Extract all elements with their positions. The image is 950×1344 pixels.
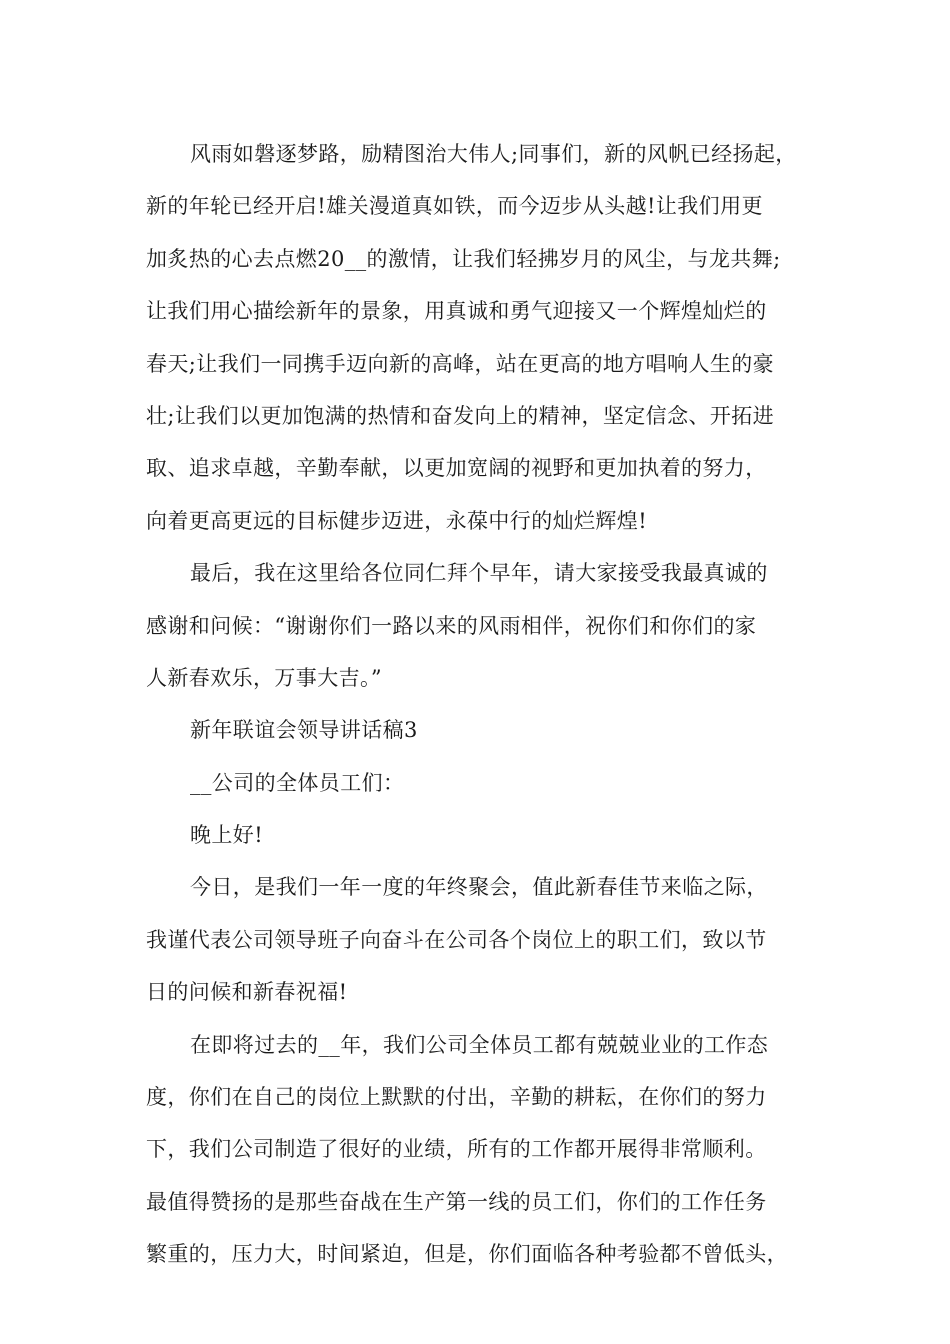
text-line: 加炙热的心去点燃20__的激情，让我们轻拂岁月的风尘，与龙共舞; xyxy=(146,246,781,271)
text-line: 我谨代表公司领导班子向奋斗在公司各个岗位上的职工们，致以节 xyxy=(146,927,767,952)
text-line: 向着更高更远的目标健步迈进，永葆中行的灿烂辉煌! xyxy=(146,508,648,533)
text-line: 最后，我在这里给各位同仁拜个早年，请大家接受我最真诚的 xyxy=(190,561,768,586)
text-line: 壮;让我们以更加饱满的热情和奋发向上的精神，坚定信念、开拓进 xyxy=(146,403,775,428)
text-line: 感谢和问候：“谢谢你们一路以来的风雨相伴，祝你们和你们的家 xyxy=(146,613,757,638)
document-body xyxy=(146,128,826,1281)
text-line: 人新春欢乐，万事大吉。” xyxy=(146,665,383,690)
text-line: 最值得赞扬的是那些奋战在生产第一线的员工们，你们的工作任务 xyxy=(146,1189,767,1214)
text-line: __公司的全体员工们： xyxy=(190,770,405,795)
text-line: 下，我们公司制造了很好的业绩，所有的工作都开展得非常顺利。 xyxy=(146,1137,767,1162)
text-line: 晚上好! xyxy=(190,823,264,848)
text-line: 度，你们在自己的岗位上默默的付出，辛勤的耕耘，在你们的努力 xyxy=(146,1085,767,1110)
text-line: 取、追求卓越，辛勤奉献，以更加宽阔的视野和更加执着的努力， xyxy=(146,456,767,481)
text-line: 让我们用心描绘新年的景象，用真诚和勇气迎接又一个辉煌灿烂的 xyxy=(146,299,767,324)
text-line: 在即将过去的__年，我们公司全体员工都有兢兢业业的工作态 xyxy=(190,1032,769,1057)
text-line: 春天;让我们一同携手迈向新的高峰，站在更高的地方唱响人生的豪 xyxy=(146,351,775,376)
text-line: 新的年轮已经开启!雄关漫道真如铁，而今迈步从头越!让我们用更 xyxy=(146,194,763,219)
text-line: 风雨如磐逐梦路，励精图治大伟人;同事们，新的风帆已经扬起， xyxy=(190,142,797,166)
text-line: 日的问候和新春祝福! xyxy=(146,980,348,1005)
text-line: 新年联谊会领导讲话稿3 xyxy=(190,718,418,743)
text-line: 繁重的，压力大，时间紧迫，但是，你们面临各种考验都不曾低头， xyxy=(146,1242,788,1267)
text-line: 今日，是我们一年一度的年终聚会，值此新春佳节来临之际， xyxy=(190,875,768,900)
